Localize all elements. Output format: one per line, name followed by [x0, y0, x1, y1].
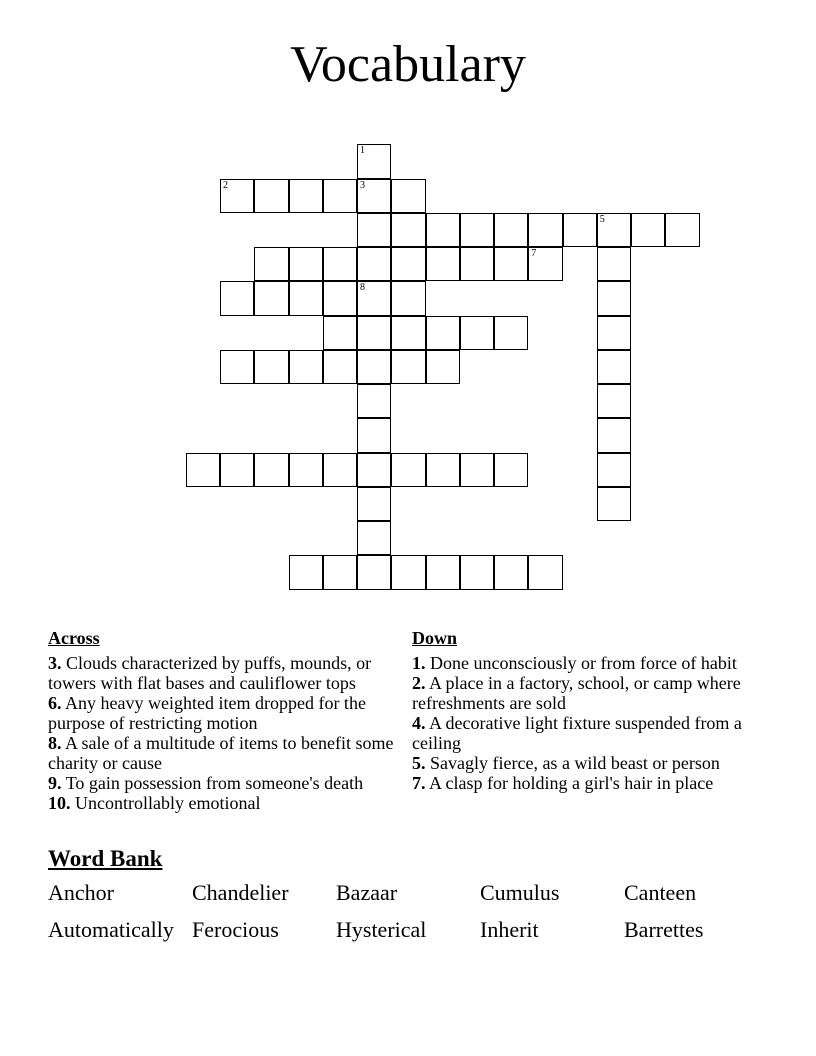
cell-number: 7	[531, 248, 537, 259]
page-title: Vocabulary	[290, 36, 526, 93]
across-heading: Across	[48, 628, 100, 648]
grid-cell[interactable]	[597, 350, 631, 384]
down-clue-2	[412, 673, 772, 713]
grid-cell[interactable]	[391, 555, 425, 589]
down-clues	[412, 628, 772, 793]
clue-number: 1.	[412, 653, 426, 673]
word-bank	[48, 880, 768, 943]
grid-cell[interactable]	[460, 316, 494, 350]
grid-cell[interactable]	[357, 521, 391, 555]
cell-number: 8	[360, 282, 365, 294]
grid-cell[interactable]	[357, 247, 391, 281]
grid-cell[interactable]	[289, 453, 323, 487]
down-heading: Down	[412, 628, 458, 648]
grid-cell[interactable]	[357, 316, 391, 350]
grid-cell[interactable]	[391, 247, 425, 281]
grid-cell[interactable]	[323, 316, 357, 350]
clue-text: Clouds characterized by puffs, mounds, or towers with flat bases and cauliflower tops	[48, 653, 372, 693]
grid-cell[interactable]	[289, 281, 323, 315]
grid-cell[interactable]	[528, 213, 562, 247]
grid-cell[interactable]	[460, 247, 494, 281]
grid-cell[interactable]	[597, 487, 631, 521]
grid-cell[interactable]	[494, 213, 528, 247]
word-bank-word: Automatically	[48, 917, 174, 942]
grid-cell[interactable]	[597, 213, 631, 247]
grid-cell[interactable]	[494, 316, 528, 350]
grid-cell[interactable]	[528, 247, 562, 281]
grid-cell[interactable]	[220, 179, 254, 213]
grid-cell[interactable]	[254, 350, 288, 384]
grid-cell[interactable]	[289, 555, 323, 589]
grid-cell[interactable]	[597, 281, 631, 315]
grid-cell[interactable]	[631, 213, 665, 247]
grid-cell[interactable]	[391, 281, 425, 315]
grid-cell[interactable]	[289, 350, 323, 384]
clue-number: 9.	[48, 773, 62, 793]
clue-number: 8.	[48, 733, 62, 753]
grid-cell[interactable]	[494, 555, 528, 589]
clue-text: A place in a factory, school, or camp where refreshments are sold	[412, 673, 741, 713]
clue-number: 10.	[48, 793, 71, 813]
grid-cell[interactable]	[426, 350, 460, 384]
cell-number: 3	[360, 179, 365, 191]
grid-cell[interactable]	[254, 247, 288, 281]
clue-text: To gain possession from someone's death	[65, 773, 364, 793]
grid-cell[interactable]	[220, 453, 254, 487]
grid-cell[interactable]	[460, 213, 494, 247]
grid-cell[interactable]	[289, 179, 323, 213]
word-bank-word: Chandelier	[192, 880, 289, 905]
word-bank-word: Inherit	[480, 917, 539, 942]
clue-number: 7.	[412, 773, 426, 793]
grid-cell[interactable]	[665, 213, 699, 247]
clue-number: 4.	[412, 713, 426, 733]
word-bank-word: Canteen	[624, 880, 697, 905]
cell-number: 1	[360, 145, 365, 157]
grid-cell[interactable]	[323, 281, 357, 315]
word-bank-word: Barrettes	[624, 917, 704, 942]
grid-cell[interactable]	[391, 213, 425, 247]
grid-cell[interactable]	[426, 453, 460, 487]
grid-cell[interactable]	[357, 281, 391, 315]
grid-cell[interactable]	[426, 555, 460, 589]
grid-cell[interactable]	[494, 453, 528, 487]
word-bank-word: Bazaar	[336, 880, 398, 905]
across-clue-6	[48, 693, 408, 733]
across-clue-10	[48, 793, 408, 813]
grid-cell[interactable]	[563, 213, 597, 247]
clue-text: Savagly fierce, as a wild beast or person	[430, 753, 720, 773]
grid-cell[interactable]	[357, 555, 391, 589]
grid-cell[interactable]	[323, 453, 357, 487]
cell-number: 2	[223, 179, 228, 191]
across-clue-3	[48, 653, 408, 693]
word-bank-word: Ferocious	[192, 917, 279, 942]
grid-cell[interactable]	[391, 179, 425, 213]
clue-text: Done unconsciously or from force of habit	[430, 653, 737, 673]
word-bank-word: Cumulus	[480, 880, 560, 905]
grid-cell[interactable]	[357, 384, 391, 418]
grid-cell[interactable]	[323, 179, 357, 213]
grid-cell[interactable]	[186, 453, 220, 487]
grid-cell[interactable]	[597, 418, 631, 452]
clue-text: A sale of a multitude of items to benefit some charity or cause	[48, 733, 394, 773]
word-bank-title: Word Bank	[48, 846, 163, 871]
grid-cell[interactable]	[597, 316, 631, 350]
grid-cell[interactable]	[357, 350, 391, 384]
grid-cell[interactable]	[323, 555, 357, 589]
grid-cell[interactable]	[289, 247, 323, 281]
down-clue-4	[412, 713, 772, 753]
grid-cell[interactable]	[254, 179, 288, 213]
across-clues	[48, 628, 408, 813]
across-clue-8	[48, 733, 408, 773]
down-clue-1	[412, 653, 772, 673]
grid-cell[interactable]	[460, 555, 494, 589]
grid-cell[interactable]	[391, 316, 425, 350]
grid-cell[interactable]	[323, 247, 357, 281]
clue-text: A clasp for holding a girl's hair in place	[429, 773, 714, 793]
grid-cell[interactable]	[460, 453, 494, 487]
word-bank-word: Anchor	[48, 880, 114, 905]
grid-cell[interactable]	[254, 453, 288, 487]
word-bank-word: Hysterical	[336, 917, 427, 942]
clue-text: A decorative light fixture suspended from a ceiling	[412, 713, 742, 753]
across-clue-9	[48, 773, 408, 793]
grid-cell[interactable]	[597, 247, 631, 281]
grid-cell[interactable]	[494, 247, 528, 281]
grid-cell[interactable]	[357, 418, 391, 452]
down-clue-5	[412, 753, 772, 773]
grid-cell[interactable]	[426, 213, 460, 247]
clue-text: Uncontrollably emotional	[75, 793, 261, 813]
clue-number: 2.	[412, 673, 426, 693]
grid-cell[interactable]	[528, 555, 562, 589]
grid-cell[interactable]	[220, 350, 254, 384]
cell-number: 5	[599, 213, 605, 225]
grid-cell[interactable]	[597, 384, 631, 418]
grid-cell[interactable]	[357, 453, 391, 487]
clue-number: 6.	[48, 693, 62, 713]
grid-cell[interactable]	[391, 350, 425, 384]
grid-cell[interactable]	[254, 281, 288, 315]
grid-cell[interactable]	[220, 281, 254, 315]
clue-number: 3.	[48, 653, 62, 673]
grid-cell[interactable]	[357, 144, 391, 178]
down-clue-7	[412, 773, 772, 793]
grid-cell[interactable]	[357, 213, 391, 247]
grid-cell[interactable]	[597, 453, 631, 487]
grid-cell[interactable]	[391, 453, 425, 487]
grid-cell[interactable]	[357, 179, 391, 213]
grid-cell[interactable]	[357, 487, 391, 521]
grid-cell[interactable]	[323, 350, 357, 384]
grid-cell[interactable]	[426, 247, 460, 281]
clue-number: 5.	[412, 753, 426, 773]
clue-text: Any heavy weighted item dropped for the purpose of restricting motion	[48, 693, 366, 733]
grid-cell[interactable]	[426, 316, 460, 350]
